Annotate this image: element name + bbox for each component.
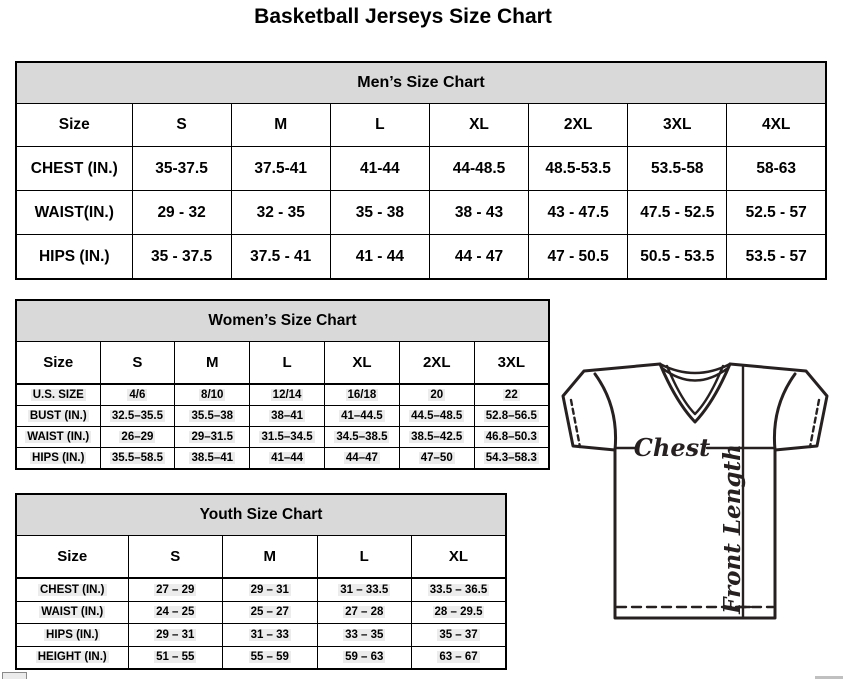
- cell-value: 48.5-53.5: [529, 147, 628, 191]
- cell-value: 16/18: [324, 384, 399, 406]
- cell-value: 44.5–48.5: [399, 406, 474, 427]
- table-row: [16, 406, 549, 427]
- cell-value: 37.5 - 41: [231, 235, 330, 280]
- cell-value: 44 - 47: [429, 235, 528, 280]
- row-label: CHEST (IN.): [16, 578, 128, 601]
- table-row: [16, 191, 826, 235]
- column-header: Size: [16, 536, 128, 579]
- row-label: HIPS (IN.): [16, 235, 132, 280]
- table-title-row: [16, 300, 549, 342]
- table-header-row: [16, 104, 826, 147]
- mens-size-table: [15, 61, 827, 280]
- cell-value: 35-37.5: [132, 147, 231, 191]
- cell-value: 33.5 – 36.5: [412, 578, 507, 601]
- table-row: [16, 384, 549, 406]
- column-header: 2XL: [399, 342, 474, 385]
- cell-value: 33 – 35: [317, 624, 412, 647]
- column-header: L: [317, 536, 412, 579]
- column-header: L: [250, 342, 325, 385]
- cell-value: 50.5 - 53.5: [628, 235, 727, 280]
- cell-value: 47–50: [399, 448, 474, 470]
- cell-value: 27 – 29: [128, 578, 223, 601]
- cell-value: 32.5–35.5: [100, 406, 175, 427]
- cell-value: 12/14: [250, 384, 325, 406]
- cell-value: 29 – 31: [128, 624, 223, 647]
- cell-value: 35 - 37.5: [132, 235, 231, 280]
- mens-size-chart: [15, 61, 827, 280]
- cell-value: 41–44: [250, 448, 325, 470]
- cell-value: 37.5-41: [231, 147, 330, 191]
- row-label: HEIGHT (IN.): [16, 646, 128, 669]
- column-header: 3XL: [474, 342, 549, 385]
- jersey-icon: [559, 357, 831, 623]
- cell-value: 46.8–50.3: [474, 427, 549, 448]
- womens-size-chart: [15, 299, 550, 470]
- cell-value: 47 - 50.5: [529, 235, 628, 280]
- table-header-row: [16, 342, 549, 385]
- column-header: 4XL: [727, 104, 826, 147]
- cell-value: 35 - 38: [330, 191, 429, 235]
- table-row: [16, 147, 826, 191]
- jersey-body: [615, 450, 775, 618]
- front-length-label: Front Length: [719, 444, 746, 614]
- cell-value: 51 – 55: [128, 646, 223, 669]
- column-header: M: [231, 104, 330, 147]
- cell-value: 41–44.5: [324, 406, 399, 427]
- column-header: S: [100, 342, 175, 385]
- table-title-row: [16, 494, 506, 536]
- cell-value: 34.5–38.5: [324, 427, 399, 448]
- cell-value: 41-44: [330, 147, 429, 191]
- row-label: WAIST (IN.): [16, 601, 128, 624]
- cell-value: 28 – 29.5: [412, 601, 507, 624]
- cell-value: 41 - 44: [330, 235, 429, 280]
- cell-value: 22: [474, 384, 549, 406]
- table-title: Men’s Size Chart: [16, 62, 826, 104]
- cell-value: 27 – 28: [317, 601, 412, 624]
- cell-value: 31.5–34.5: [250, 427, 325, 448]
- row-label: WAIST(IN.): [16, 191, 132, 235]
- cell-value: 20: [399, 384, 474, 406]
- cell-value: 35.5–58.5: [100, 448, 175, 470]
- column-header: S: [128, 536, 223, 579]
- cell-value: 44-48.5: [429, 147, 528, 191]
- cell-value: 54.3–58.3: [474, 448, 549, 470]
- cell-value: 35 – 37: [412, 624, 507, 647]
- cell-value: 31 – 33.5: [317, 578, 412, 601]
- cell-value: 55 – 59: [223, 646, 318, 669]
- cell-value: 38.5–42.5: [399, 427, 474, 448]
- column-header: XL: [324, 342, 399, 385]
- column-header: XL: [429, 104, 528, 147]
- cell-value: 52.8–56.5: [474, 406, 549, 427]
- jersey-right-armhole: [774, 374, 795, 450]
- cell-value: 8/10: [175, 384, 250, 406]
- column-header: M: [223, 536, 318, 579]
- youth-size-chart: [15, 493, 507, 670]
- cell-value: 4/6: [100, 384, 175, 406]
- youth-size-table: [15, 493, 507, 670]
- column-header: XL: [412, 536, 507, 579]
- womens-size-table: [15, 299, 550, 470]
- table-row: [16, 578, 506, 601]
- table-title: Youth Size Chart: [16, 494, 506, 536]
- table-row: [16, 601, 506, 624]
- jersey-left-armhole: [595, 374, 616, 450]
- cell-value: 35.5–38: [175, 406, 250, 427]
- table-row: [16, 646, 506, 669]
- cell-value: 52.5 - 57: [727, 191, 826, 235]
- cell-value: 29 – 31: [223, 578, 318, 601]
- cell-value: 29 - 32: [132, 191, 231, 235]
- cell-value: 53.5 - 57: [727, 235, 826, 280]
- column-header: 2XL: [529, 104, 628, 147]
- table-title: Women’s Size Chart: [16, 300, 549, 342]
- table-row: [16, 427, 549, 448]
- cell-value: 24 – 25: [128, 601, 223, 624]
- cell-value: 31 – 33: [223, 624, 318, 647]
- cell-value: 38–41: [250, 406, 325, 427]
- cell-value: 53.5-58: [628, 147, 727, 191]
- jersey-diagram: [559, 357, 831, 623]
- column-header: M: [175, 342, 250, 385]
- cell-value: 38 - 43: [429, 191, 528, 235]
- cell-value: 59 – 63: [317, 646, 412, 669]
- table-row: [16, 235, 826, 280]
- cell-value: 63 – 67: [412, 646, 507, 669]
- row-label: U.S. SIZE: [16, 384, 100, 406]
- cell-value: 44–47: [324, 448, 399, 470]
- row-label: HIPS (IN.): [16, 624, 128, 647]
- cell-value: 38.5–41: [175, 448, 250, 470]
- cell-value: 32 - 35: [231, 191, 330, 235]
- partial-element-bottom-left: [2, 672, 27, 679]
- row-label: WAIST (IN.): [16, 427, 100, 448]
- row-label: HIPS (IN.): [16, 448, 100, 470]
- table-title-row: [16, 62, 826, 104]
- cell-value: 29–31.5: [175, 427, 250, 448]
- page-title: Basketball Jerseys Size Chart: [254, 5, 552, 28]
- cell-value: 47.5 - 52.5: [628, 191, 727, 235]
- table-row: [16, 448, 549, 470]
- cell-value: 58-63: [727, 147, 826, 191]
- chest-label: Chest: [633, 433, 711, 462]
- table-row: [16, 624, 506, 647]
- cell-value: 25 – 27: [223, 601, 318, 624]
- column-header: S: [132, 104, 231, 147]
- column-header: 3XL: [628, 104, 727, 147]
- table-header-row: [16, 536, 506, 579]
- row-label: CHEST (IN.): [16, 147, 132, 191]
- column-header: Size: [16, 342, 100, 385]
- cell-value: 43 - 47.5: [529, 191, 628, 235]
- column-header: Size: [16, 104, 132, 147]
- cell-value: 26–29: [100, 427, 175, 448]
- row-label: BUST (IN.): [16, 406, 100, 427]
- column-header: L: [330, 104, 429, 147]
